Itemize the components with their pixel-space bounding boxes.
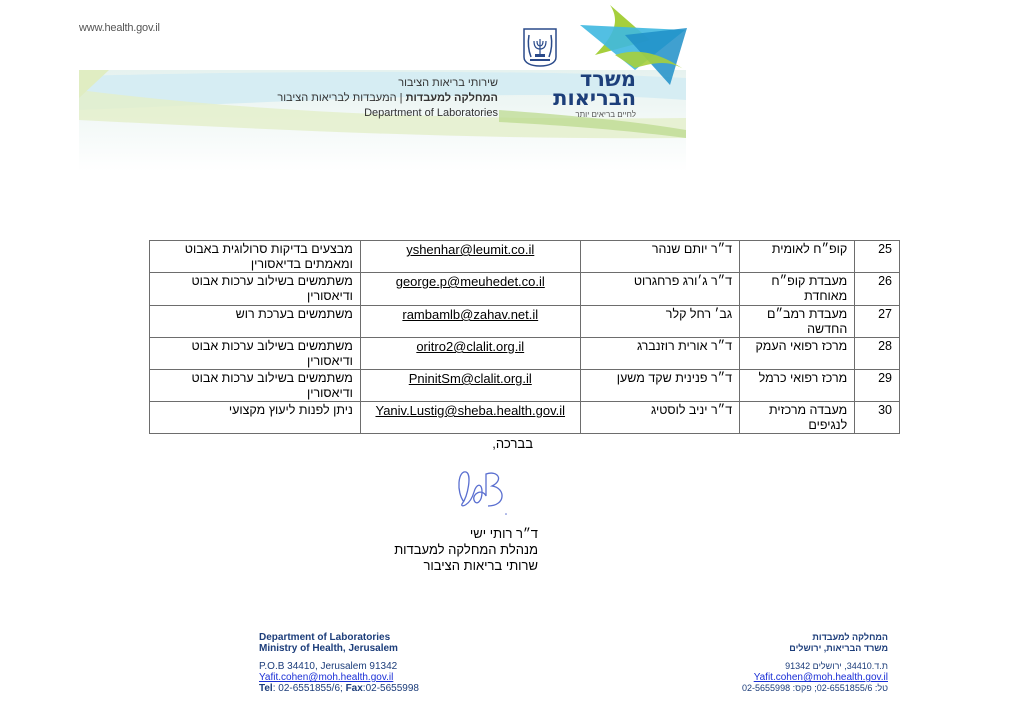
row-number: 27 [855, 306, 900, 338]
notes-cell: ניתן לפנות ליעוץ מקצועי [150, 402, 361, 434]
logo-title-line2: הבריאות [553, 86, 636, 110]
institution-cell: מעבדת קופ״ח מאוחדת [740, 273, 855, 306]
email-link[interactable]: oritro2@clalit.org.il [416, 339, 525, 354]
service-line: שירותי בריאות הציבור [398, 77, 498, 89]
header-department-block [277, 76, 498, 121]
department-line [277, 91, 498, 106]
footer-email-link-he[interactable]: Yafit.cohen@moh.health.gov.il [753, 672, 888, 683]
footer-ministry-he: משרד הבריאות, ירושלים [789, 643, 888, 653]
institution-cell: קופ״ח לאומית [740, 241, 855, 273]
signer-name: ד״ר רותי ישי [469, 526, 538, 541]
contact-name-cell: גב׳ רחל קלר [580, 306, 739, 338]
row-number: 25 [855, 241, 900, 273]
tel-label: Tel [259, 683, 273, 694]
institution-cell: מעבדת רמב״ם החדשה [740, 306, 855, 338]
institution-cell: מרכז רפואי העמק [740, 338, 855, 370]
department-separator: | [396, 92, 406, 104]
institution-cell: מעבדה מרכזית לנגיפים [740, 402, 855, 434]
email-cell [360, 241, 580, 273]
department-bold: המחלקה למעבדות [405, 92, 498, 104]
email-cell [360, 273, 580, 306]
signer-block [360, 526, 538, 574]
handwritten-signature-icon [452, 462, 512, 520]
table-row [150, 273, 900, 306]
footer-hebrew [725, 632, 888, 694]
email-cell [360, 402, 580, 434]
footer-phones-he: טל: 02-6551855/6; פקס: 02-5655998 [742, 683, 888, 693]
row-number: 30 [855, 402, 900, 434]
footer-english [259, 632, 419, 694]
closing-greeting: בברכה, [492, 436, 533, 451]
department-rest: המעבדות לבריאות הציבור [277, 92, 397, 104]
contact-name-cell: ד״ר אורית רוזנברג [580, 338, 739, 370]
footer-address: P.O.B 34410, Jerusalem 91342 [259, 661, 398, 672]
contact-name-cell: ד״ר יותם שנהר [580, 241, 739, 273]
footer-dept-he: המחלקה למעבדות [812, 632, 888, 642]
email-link[interactable]: PninitSm@clalit.org.il [408, 371, 532, 386]
notes-cell: משתמשים בשילוב ערכות אבוט ודיאסורין [150, 273, 361, 306]
table-row [150, 306, 900, 338]
email-cell [360, 370, 580, 402]
footer-ministry: Ministry of Health, Jerusalem [259, 643, 398, 654]
signer-title: מנהלת המחלקה למעבדות [394, 542, 538, 557]
signer-unit: שרותי בריאות הציבור [423, 558, 538, 573]
email-cell [360, 338, 580, 370]
email-cell [360, 306, 580, 338]
contact-name-cell: ד״ר יניב לוסטיג [580, 402, 739, 434]
email-link[interactable]: yshenhar@leumit.co.il [406, 242, 535, 257]
notes-cell: משתמשים בשילוב ערכות אבוט ודיאסורין [150, 338, 361, 370]
department-english: Department of Laboratories [364, 107, 498, 119]
notes-cell: משתמשים בשילוב ערכות אבוט ודיאסורין [150, 370, 361, 402]
footer-dept: Department of Laboratories [259, 632, 391, 643]
table-row [150, 402, 900, 434]
ministry-logo-text [553, 67, 636, 119]
contact-name-cell: ד״ר ג׳ורג פרחגרוט [580, 273, 739, 306]
row-number: 29 [855, 370, 900, 402]
logo-title-line1: משרד [579, 67, 636, 91]
fax-label: Fax [345, 683, 363, 694]
logo-tagline: לחיים בריאים יותר [575, 110, 636, 119]
fax-value: :02-5655998 [362, 683, 419, 694]
contact-name-cell: ד״ר פנינית שקד משען [580, 370, 739, 402]
site-url: www.health.gov.il [79, 22, 160, 34]
tel-value: : 02-6551855/6; [272, 683, 346, 694]
institution-cell: מרכז רפואי כרמל [740, 370, 855, 402]
table-row [150, 370, 900, 402]
notes-cell: מבצעים בדיקות סרולוגית באבוט ומאמתים בדיאסורין [150, 241, 361, 273]
footer-email-link[interactable]: Yafit.cohen@moh.health.gov.il [259, 672, 394, 683]
email-link[interactable]: george.p@meuhedet.co.il [395, 274, 545, 289]
table-row [150, 338, 900, 370]
row-number: 26 [855, 273, 900, 306]
footer-phones [259, 683, 419, 694]
state-emblem-icon [521, 27, 559, 67]
row-number: 28 [855, 338, 900, 370]
footer-address-he: ת.ד.34410, ירושלים 91342 [785, 661, 888, 671]
email-link[interactable]: Yaniv.Lustig@sheba.health.gov.il [375, 403, 566, 418]
notes-cell: משתמשים בערכת רוש [150, 306, 361, 338]
email-link[interactable]: rambamlb@zahav.net.il [402, 307, 539, 322]
lab-contacts-table [149, 240, 900, 434]
table-row [150, 241, 900, 273]
